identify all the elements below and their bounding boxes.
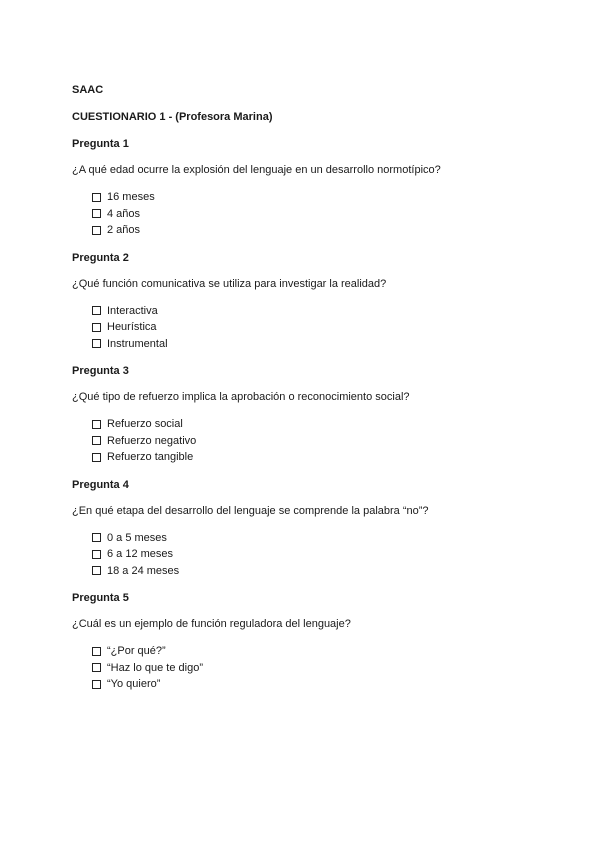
option-item[interactable] <box>92 336 542 353</box>
question-text: ¿Cuál es un ejemplo de función reguladora del lenguaje? <box>72 618 351 630</box>
option-label: Heurística <box>107 321 157 334</box>
option-list <box>92 189 542 239</box>
questionnaire <box>72 83 542 705</box>
option-label: Refuerzo tangible <box>107 451 194 464</box>
option-item[interactable] <box>92 416 542 433</box>
option-item[interactable] <box>92 206 542 223</box>
option-label: 4 años <box>107 207 141 220</box>
option-list <box>92 530 542 580</box>
option-item[interactable] <box>92 433 542 450</box>
option-list <box>92 303 542 353</box>
question-label: Pregunta 5 <box>72 592 129 604</box>
option-label: “Haz lo que te digo” <box>107 661 203 674</box>
question-3 <box>72 364 542 466</box>
option-label: “Yo quiero” <box>107 678 161 691</box>
question-text: ¿Qué función comunicativa se utiliza para investigar la realidad? <box>72 277 387 290</box>
option-item[interactable] <box>92 303 542 320</box>
question-label: Pregunta 1 <box>72 138 129 150</box>
question-4 <box>72 478 542 580</box>
checkbox-icon[interactable] <box>92 193 101 202</box>
option-item[interactable] <box>92 449 542 466</box>
checkbox-icon[interactable] <box>92 550 101 559</box>
checkbox-icon[interactable] <box>92 339 101 348</box>
option-label: 0 a 5 meses <box>107 531 167 544</box>
option-label: Interactiva <box>107 304 158 317</box>
question-label: Pregunta 2 <box>72 251 129 264</box>
question-text: ¿En qué etapa del desarrollo del lenguaje se comprende la palabra “no”? <box>72 504 429 517</box>
checkbox-icon[interactable] <box>92 680 101 689</box>
option-item[interactable] <box>92 643 542 660</box>
question-2 <box>72 251 542 353</box>
option-label: “¿Por qué?” <box>107 645 166 658</box>
option-item[interactable] <box>92 222 542 239</box>
option-list <box>92 643 542 693</box>
checkbox-icon[interactable] <box>92 226 101 235</box>
option-item[interactable] <box>92 563 542 580</box>
checkbox-icon[interactable] <box>92 436 101 445</box>
option-label: 2 años <box>107 224 141 237</box>
document-header: SAAC <box>72 84 104 96</box>
checkbox-icon[interactable] <box>92 566 101 575</box>
question-text: ¿A qué edad ocurre la explosión del lenguaje en un desarrollo normotípico? <box>72 164 441 176</box>
option-item[interactable] <box>92 530 542 547</box>
checkbox-icon[interactable] <box>92 663 101 672</box>
question-label: Pregunta 4 <box>72 478 129 491</box>
option-item[interactable] <box>92 189 542 206</box>
question-1 <box>72 137 542 239</box>
option-item[interactable] <box>92 319 542 336</box>
option-list <box>92 416 542 466</box>
option-item[interactable] <box>92 546 542 563</box>
questionnaire-title: CUESTIONARIO 1 - (Profesora Marina) <box>72 111 273 123</box>
checkbox-icon[interactable] <box>92 420 101 429</box>
option-label: 18 a 24 meses <box>107 564 180 577</box>
option-label: 16 meses <box>107 191 155 204</box>
checkbox-icon[interactable] <box>92 453 101 462</box>
question-text: ¿Qué tipo de refuerzo implica la aprobación o reconocimiento social? <box>72 391 410 403</box>
question-label: Pregunta 3 <box>72 365 129 377</box>
option-label: Refuerzo social <box>107 418 183 431</box>
option-label: Refuerzo negativo <box>107 434 197 447</box>
option-item[interactable] <box>92 676 542 693</box>
option-label: Instrumental <box>107 337 168 350</box>
question-5 <box>72 591 542 693</box>
checkbox-icon[interactable] <box>92 323 101 332</box>
option-label: 6 a 12 meses <box>107 548 174 561</box>
option-item[interactable] <box>92 660 542 677</box>
checkbox-icon[interactable] <box>92 647 101 656</box>
checkbox-icon[interactable] <box>92 306 101 315</box>
checkbox-icon[interactable] <box>92 209 101 218</box>
checkbox-icon[interactable] <box>92 533 101 542</box>
